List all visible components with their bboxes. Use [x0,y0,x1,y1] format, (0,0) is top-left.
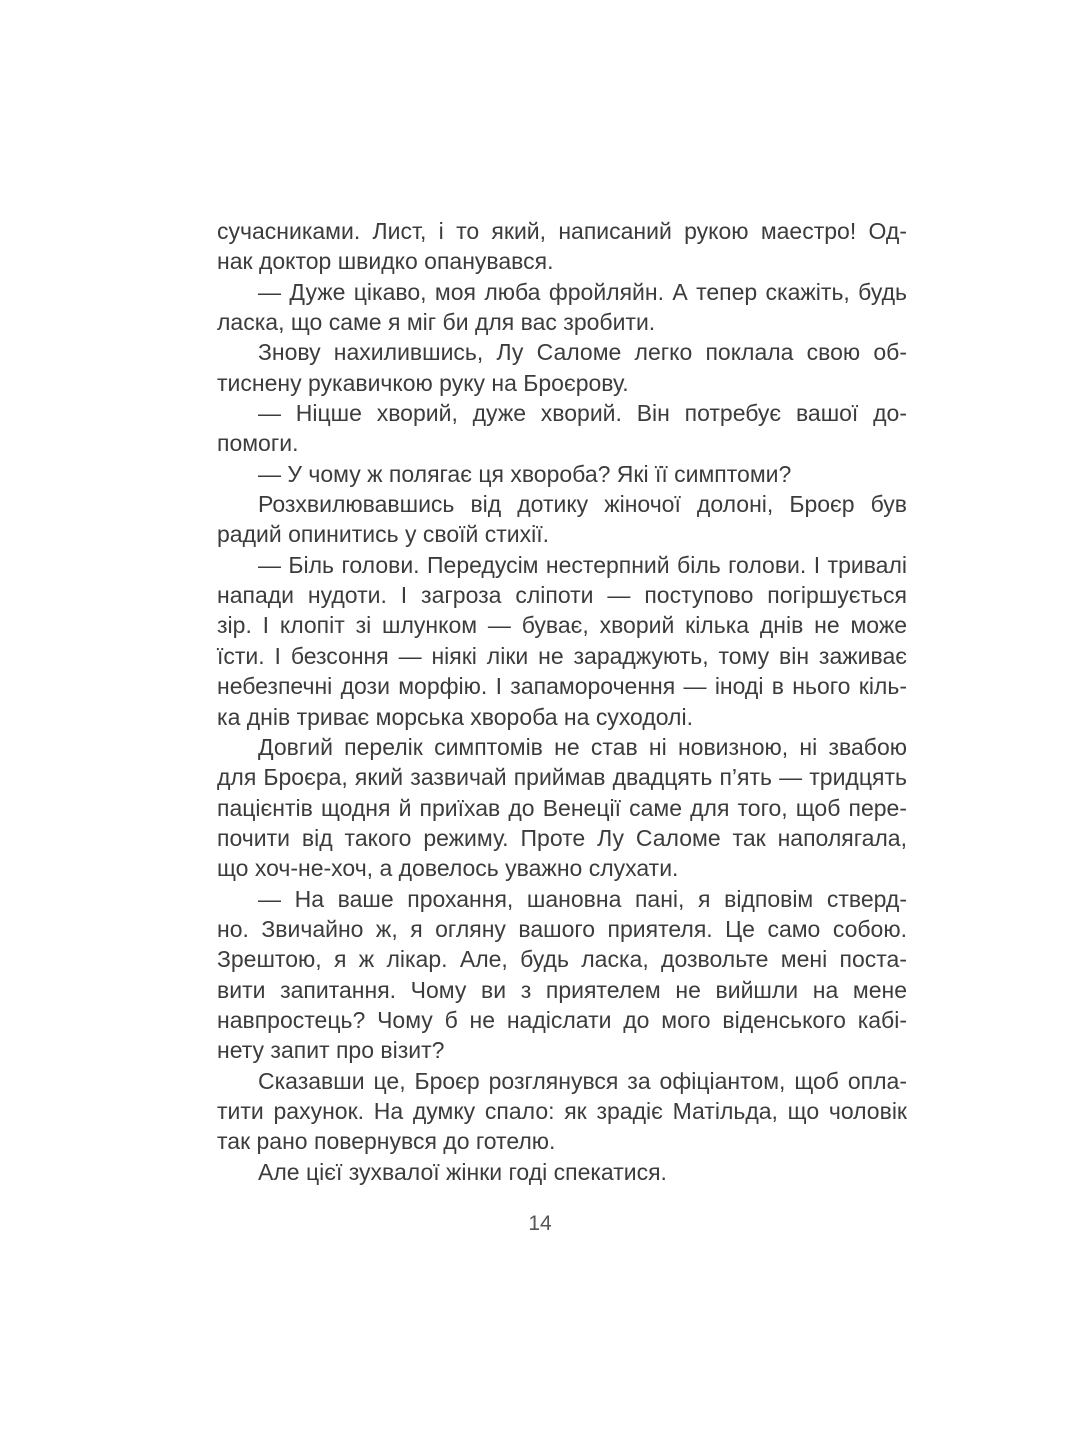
text-line: вити запитання. Чому ви з приятелем не вийшли на мене [217,976,907,1003]
text-line: — На ваше прохання, шановна пані, я відповім стверд- [258,885,907,912]
text-line: — Дуже цікаво, моя люба фройляйн. А тепер скажіть, будь [258,278,907,305]
text-line: Сказавши це, Броєр розглянувся за офіціантом, щоб опла- [258,1067,907,1094]
text-line: радий опинитись у своїй стихії. [217,521,550,548]
text-line: Розхвилювавшись від дотику жіночої долоні, Броєр був [258,491,907,518]
text-line: їсти. І безсоння — ніякі ліки не зараджують, тому він заживає [217,642,907,669]
text-line: — Біль голови. Передусім нестерпний біль голови. І тривалі [258,551,907,578]
text-line: так рано повернувся до готелю. [217,1128,556,1155]
text-line: навпростець? Чому б не надіслати до мого віденського кабі- [217,1006,907,1033]
text-line: — У чому ж полягає ця хвороба? Які її симптоми? [258,460,792,487]
text-line: почити від такого режиму. Проте Лу Саломе так наполягала, [217,824,907,851]
body-text [217,216,907,1187]
text-line: но. Звичайно ж, я огляну вашого приятеля. Це само собою. [217,915,907,942]
text-line: сучасниками. Лист, і то який, написаний рукою маестро! Од- [217,218,907,244]
text-line: помоги. [217,430,299,457]
text-line: нак доктор швидко опанувався. [217,248,554,275]
text-line: — Ніцше хворий, дуже хворий. Він потребує вашої до- [258,400,907,427]
text-line: ка днів триває морська хвороба на суходолі. [217,703,693,730]
text-line: зір. І клопіт зі шлунком — буває, хворий кілька днів не може [217,612,907,639]
text-line: тиснену рукавичкою руку на Броєрову. [217,369,629,396]
text-line: Знову нахилившись, Лу Саломе легко поклала свою об- [258,339,907,366]
text-line: Зрештою, я ж лікар. Але, будь ласка, дозвольте мені поста- [217,946,907,973]
text-line: для Броєра, який зазвичай приймав двадцять п’ять — тридцять [217,764,907,791]
text-line: Довгий перелік симптомів не став ні новизною, ні звабою [258,733,907,760]
text-line: Але цієї зухвалої жінки годі спекатися. [258,1158,667,1185]
page-number: 14 [528,1212,552,1235]
text-line: пацієнтів щодня й приїхав до Венеції саме для того, щоб пере- [217,794,907,821]
text-line: напади нудоти. І загроза сліпоти — поступово погіршується [217,582,907,609]
text-line: небезпечні дози морфію. І запаморочення — іноді в нього кіль- [217,673,907,700]
text-line: тити рахунок. На думку спало: як зрадіє Матільда, що чоловік [217,1097,907,1124]
text-line: ласка, що саме я міг би для вас зробити. [217,309,656,336]
text-line: що хоч-не-хоч, а довелось уважно слухати. [217,855,679,882]
text-line: нету запит про візит? [217,1037,445,1064]
